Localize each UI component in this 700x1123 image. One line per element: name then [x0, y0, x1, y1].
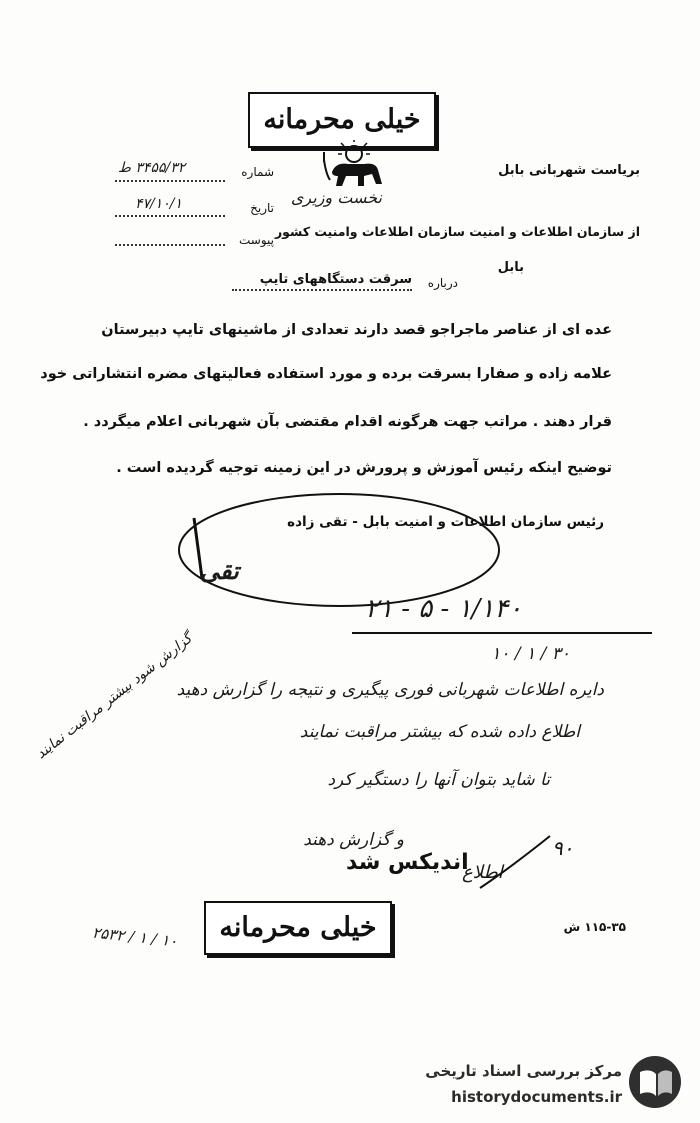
form-code: ۱۱۵-۳۵ ش: [563, 920, 626, 934]
history-documents-logo-icon: [626, 1054, 684, 1110]
subject-label: درباره: [427, 276, 458, 290]
recipient: بریاست شهربانی بابل: [498, 163, 640, 178]
handwritten-note-line-2: دایره اطلاعات شهربانی فوری پیگیری و نتیجه را گزارش دهید: [176, 680, 604, 700]
handwritten-note-line-3: اطلاع داده شده که بیشتر مراقبت نمایند: [299, 722, 580, 742]
date-line: [115, 215, 225, 217]
handwritten-note-line-1: ۱۰ / ۱ / ۳۰: [491, 644, 570, 664]
handwritten-initial: اطلاع: [462, 862, 503, 883]
lion-and-sun-emblem-icon: [318, 140, 390, 192]
handwritten-bottom-left-date: ۲۵۳۲ / ۱ / ۱۰: [91, 923, 179, 951]
top-confidential-stamp: خیلی محرمانه: [248, 92, 436, 148]
date-value: ۴۷/۱۰/۱: [135, 196, 183, 212]
body-line-3: قرار دهند . مراتب جهت هرگونه اقدام مقتضی بآن شهربانی اعلام میگردد .: [83, 414, 612, 430]
number-label: شماره: [241, 165, 274, 179]
handwritten-reference-number: ۲۱ - ۵ - ۱/۱۴۰: [365, 594, 523, 624]
date-label: تاریخ: [250, 201, 274, 215]
handwritten-note-line-5: و گزارش دهند: [303, 830, 404, 850]
handwritten-number-90: ۹۰: [552, 836, 574, 860]
signature-scribble: تقی: [200, 556, 239, 585]
horizontal-rule: [352, 632, 652, 634]
body-line-1: عده ای از عناصر ماجراجو قصد دارند تعدادی از ماشینهای تایپ دبیرستان: [101, 322, 612, 338]
body-line-4: توضیح اینکه رئیس آموزش و پرورش در این زمینه توجیه گردیده است .: [116, 460, 612, 476]
footer-org-name: مرکز بررسی اسناد تاریخی: [425, 1062, 622, 1080]
footer-url: historydocuments.ir: [451, 1088, 622, 1106]
body-line-2: علامه زاده و صفارا بسرقت برده و مورد استفاده فعالیتهای مضره انتشاراتی خود: [40, 366, 612, 382]
attachment-line: [115, 244, 225, 246]
signature-line: رئیس سازمان اطلاعات و امنیت بابل - تقی زاده: [287, 514, 604, 530]
attachment-label: پیوست: [239, 233, 274, 247]
side-handwritten-note: گزارش شود بیشتر مراقبت نمایند: [33, 630, 196, 763]
number-line: [115, 180, 225, 182]
indexed-stamp: اندیکس شد: [346, 850, 469, 875]
sender: از سازمان اطلاعات و امنیت سازمان اطلاعات وامنیت کشور: [274, 224, 640, 239]
number-value: ۳۴۵۵/۳۲ ط: [118, 160, 186, 176]
city: بابل: [497, 260, 524, 275]
handwritten-note-line-4: تا شاید بتوان آنها را دستگیر کرد: [327, 770, 550, 790]
arc-scribble: [470, 828, 560, 898]
prime-ministry-handwriting: نخست وزیری: [290, 188, 382, 207]
subject-line: [232, 289, 412, 291]
subject: سرقت دستگاههای تایپ: [259, 272, 412, 287]
bottom-confidential-stamp: خیلی محرمانه: [204, 901, 392, 955]
